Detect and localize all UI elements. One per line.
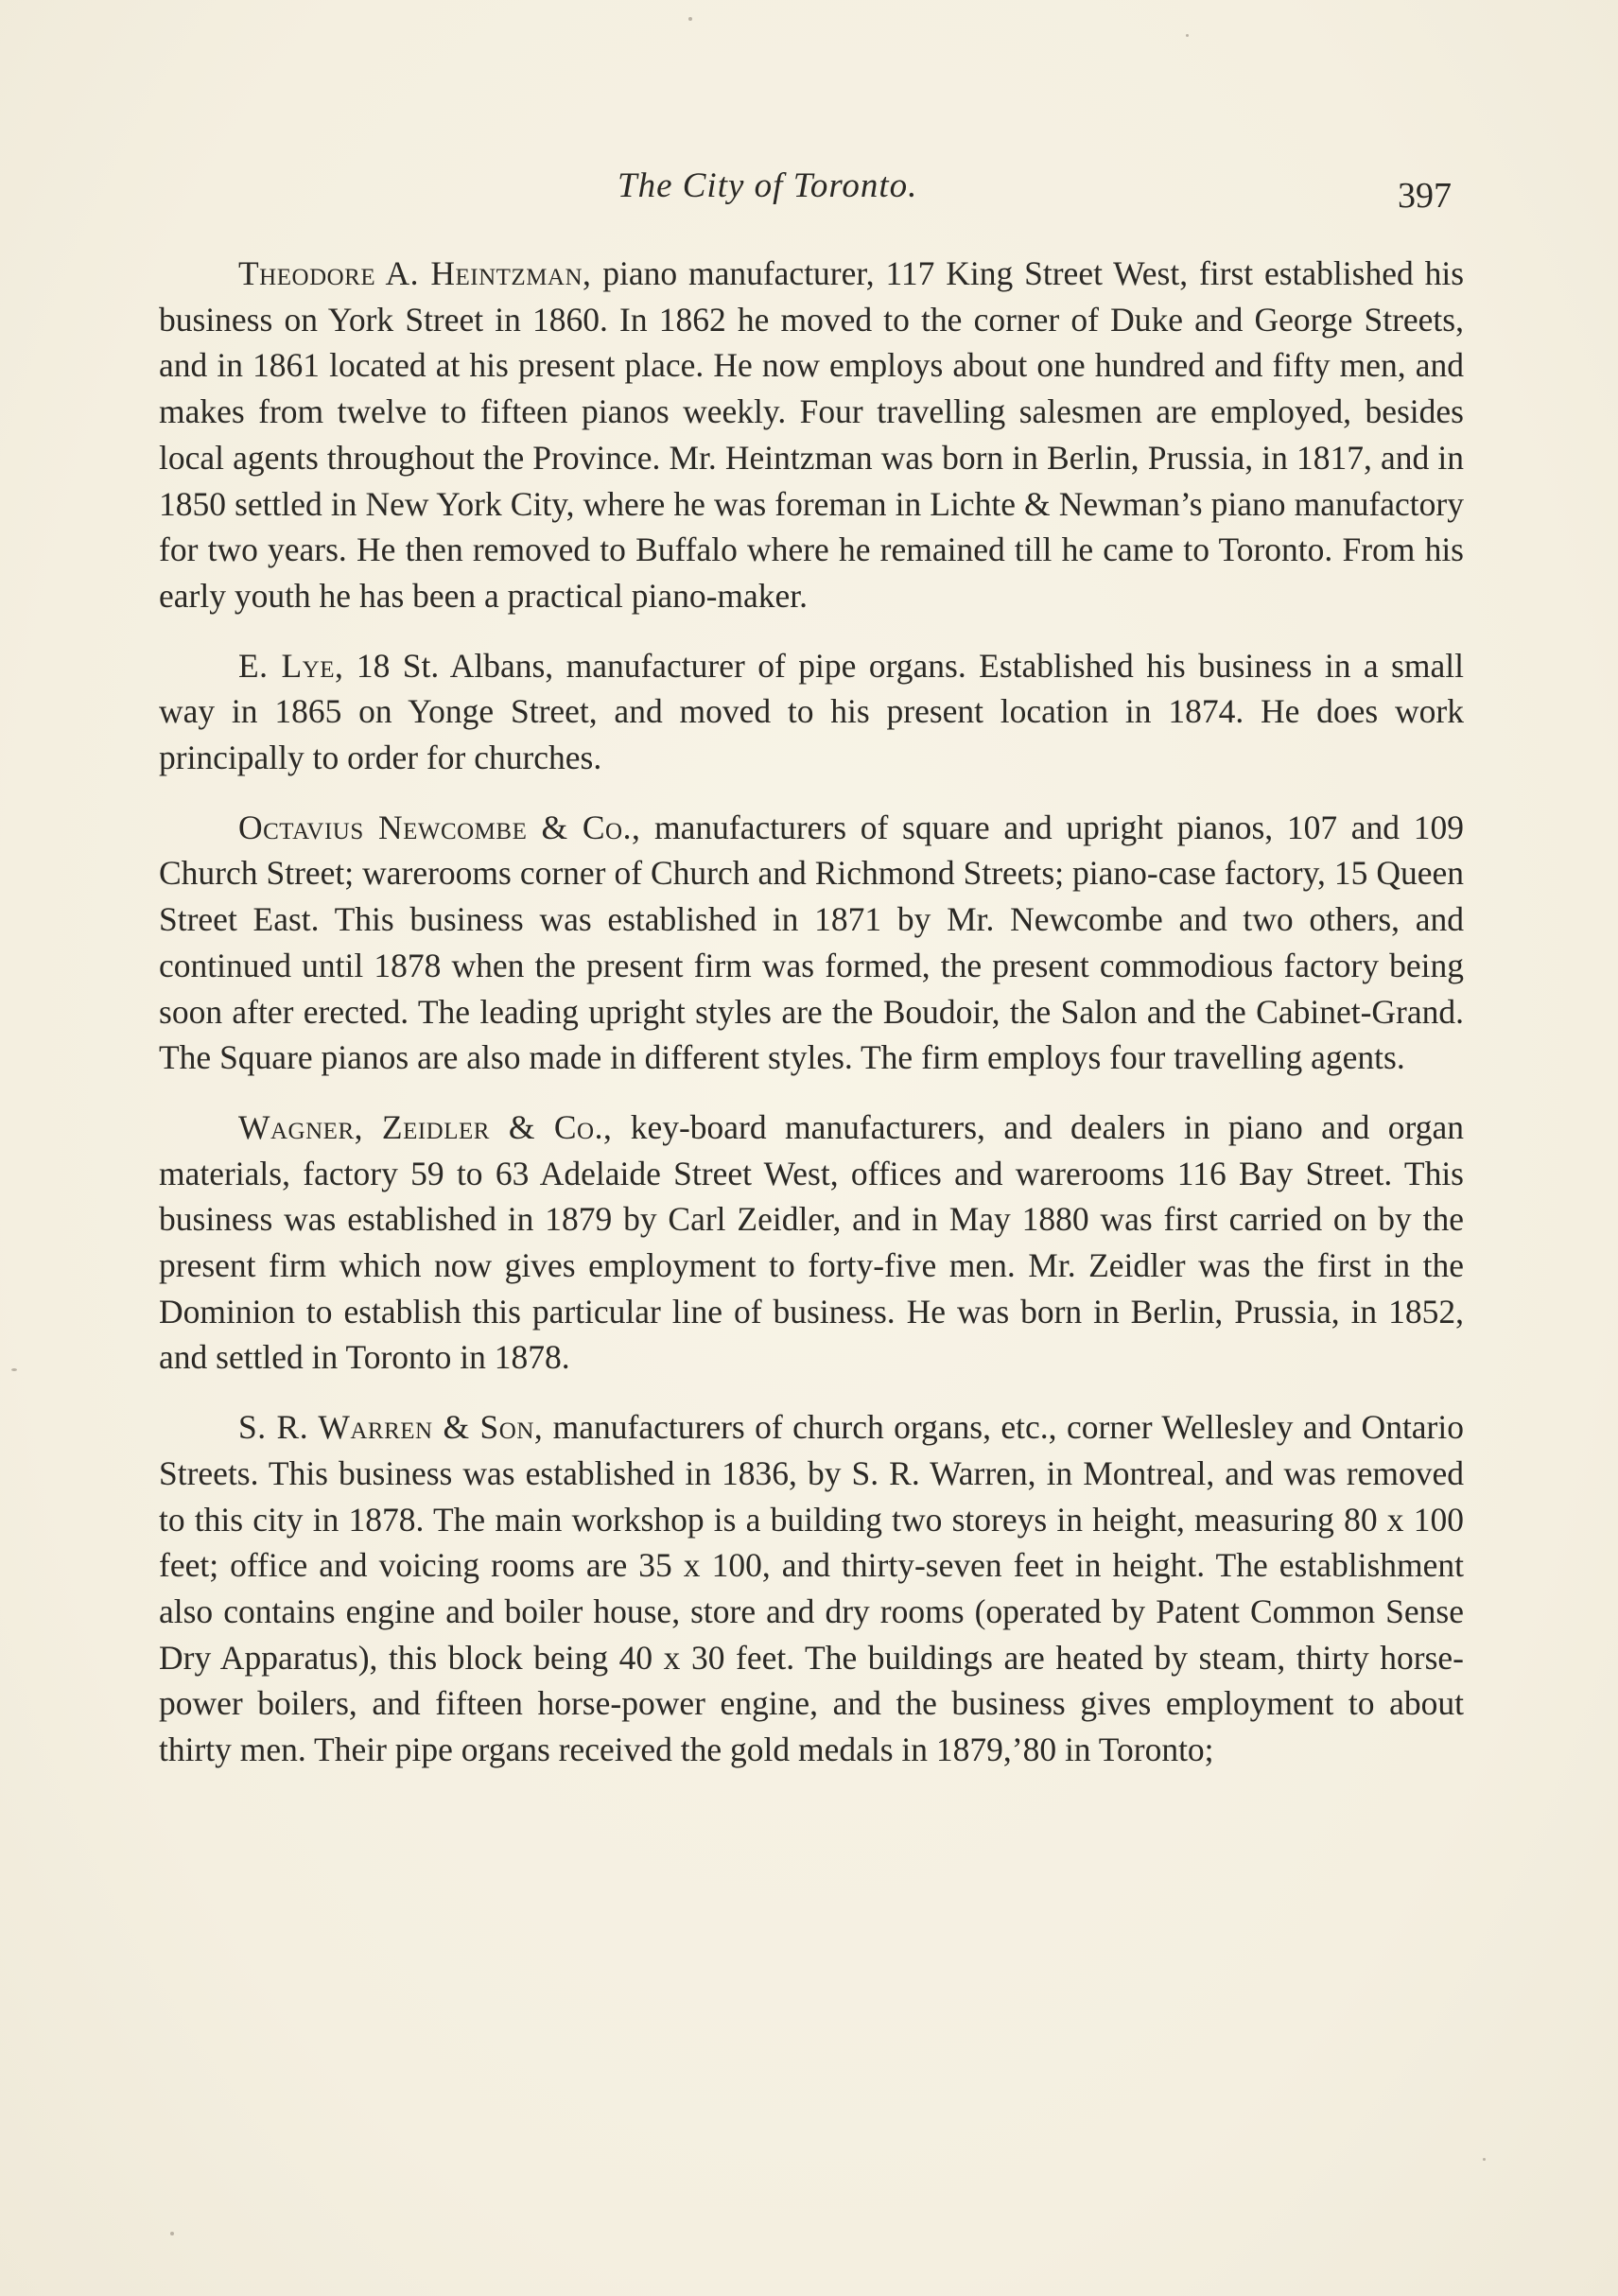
entry-newcombe bbox=[159, 805, 1464, 1081]
entry-name: E. Lye, bbox=[238, 646, 344, 685]
entry-name: Wagner, Zeidler & Co., bbox=[238, 1107, 613, 1146]
entry-name: Theodore A. Heintzman, bbox=[238, 254, 592, 292]
entry-name: Octavius Newcombe & Co., bbox=[238, 808, 641, 846]
entry-text: piano manufacturer, 117 King Street West, first established his business on York Street in 1860. In 1862 he moved to the corner of Duke and George Streets, and in 1861 located at his present place. He now employs about one hundred and fifty men, and makes from twelve to fifteen pianos weekly. Four travelling salesmen are employed, besides local agents throughout the Province. Mr. Heintzman was born in Berlin, Prussia, in 1817, and in 1850 settled in New York City, where he was foreman in Lichte & Newman’s piano manufactory for two years. He then removed to Buffalo where he remained till he came to Toronto. From his early youth he has been a practical piano-maker. bbox=[159, 254, 1465, 615]
entry-text: key-board manufacturers, and dealers in piano and organ materials, factory 59 to 63 Adelaide Street West, offices and warerooms 116 Bay Street. This business was established in 1879 by Carl Zeidler, and in May 1880 was first carried on by the present firm which now gives employment to forty-five men. Mr. Zeidler was the first in the Dominion to establish this particular line of business. He was born in Berlin, Prussia, in 1852, and settled in Toronto in 1878. bbox=[159, 1107, 1464, 1377]
paper-speck bbox=[11, 1368, 17, 1371]
entry-wagner-zeidler bbox=[159, 1105, 1464, 1381]
entry-text: manufacturers of square and upright pianos, 107 and 109 Church Street; warerooms corner of Church and Richmond Streets; piano-case factory, 15 Queen Street East. This business was established in 1871 by Mr. Newcombe and two others, and continued until 1878 when the present firm was formed, the present commodious factory being soon after erected. The leading upright styles are the Boudoir, the Salon and the Cabinet-Grand. The Square pianos are also made in different styles. The firm employs four travelling agents. bbox=[159, 808, 1464, 1077]
paper-speck bbox=[1186, 34, 1189, 37]
entry-heintzman bbox=[159, 251, 1464, 619]
entry-text: 18 St. Albans, manufacturer of pipe organs. Established his business in a small way in 1865 on Yonge Street, and moved to his present location in 1874. He does work principally to order for churches. bbox=[159, 646, 1464, 777]
entry-lye bbox=[159, 643, 1464, 781]
page-number: 397 bbox=[1398, 176, 1452, 216]
page-body bbox=[159, 251, 1464, 1773]
paper-speck bbox=[170, 2232, 174, 2235]
paper-speck bbox=[1483, 2158, 1486, 2161]
paper-speck bbox=[688, 17, 692, 21]
page-header bbox=[159, 165, 1464, 232]
entry-warren bbox=[159, 1404, 1464, 1773]
entry-text: manufacturers of church organs, etc., corner Wellesley and Ontario Streets. This business was established in 1836, by S. R. Warren, in Montreal, and was removed to this city in 1878. The main workshop is a building two storeys in height, measuring 80 x 100 feet; office and voicing rooms are 35 x 100, and thirty-seven feet in height. The establishment also contains engine and boiler house, store and dry rooms (operated by Patent Common Sense Dry Apparatus), this block being 40 x 30 feet. The buildings are heated by steam, thirty horse-power boilers, and fifteen horse-power engine, and the business gives employment to about thirty men. Their pipe organs received the gold medals in 1879,’80 in Toronto; bbox=[159, 1408, 1464, 1769]
running-title: The City of Toronto. bbox=[618, 166, 918, 205]
entry-name: S. R. Warren & Son, bbox=[238, 1408, 544, 1447]
